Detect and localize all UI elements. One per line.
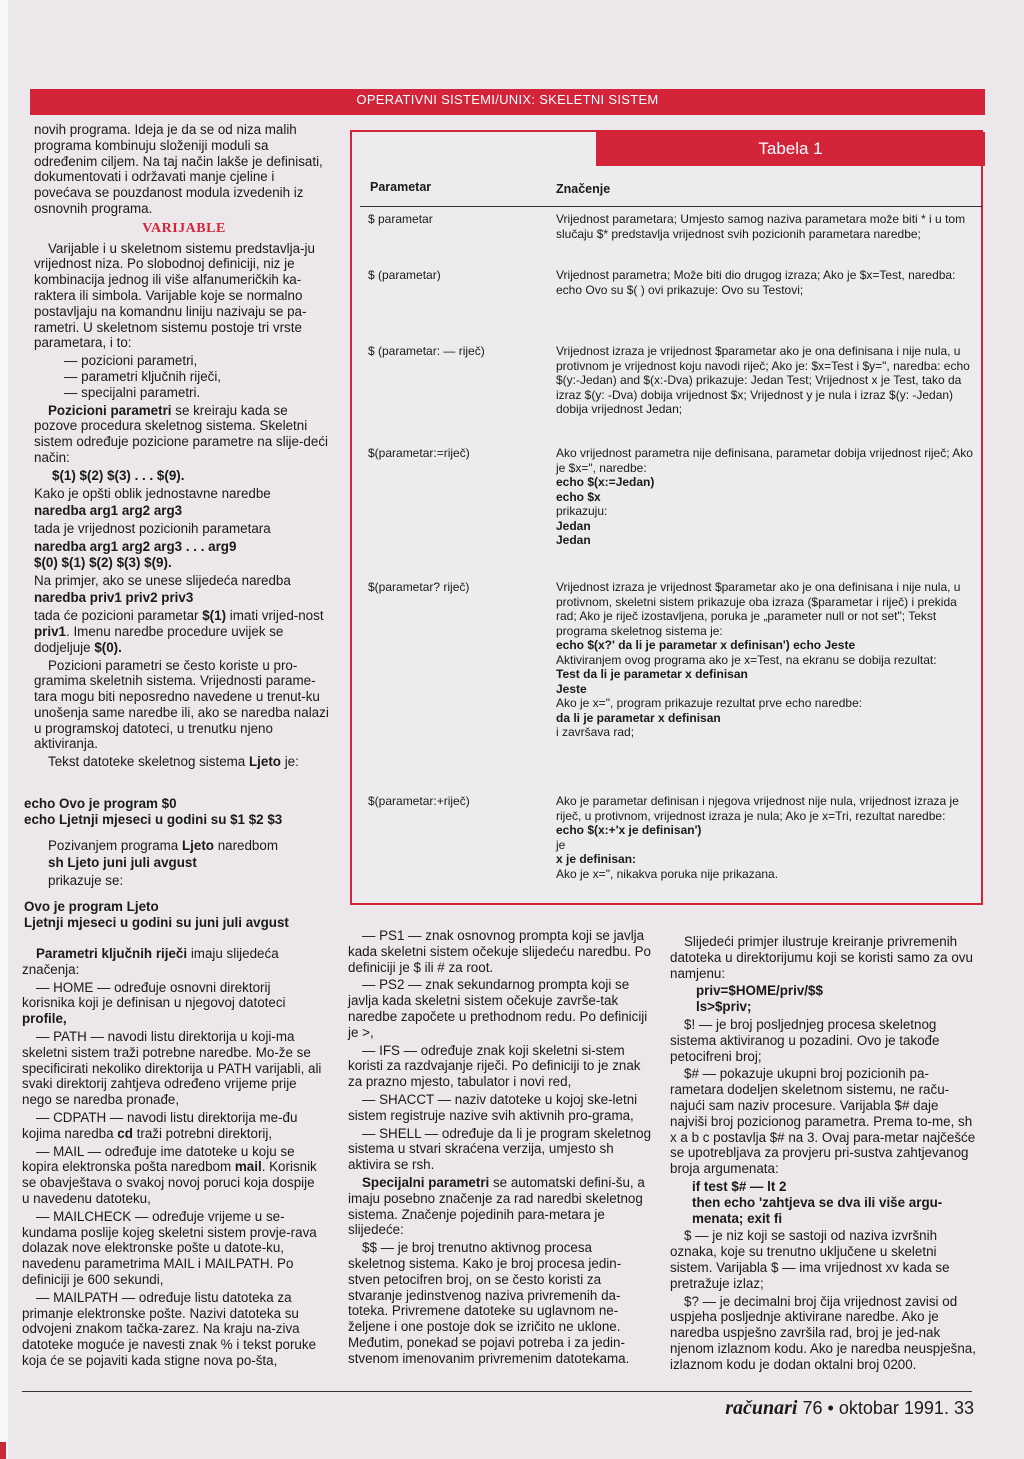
row-param: $(parametar? riječ): [368, 580, 470, 594]
footer-rule: [22, 1391, 972, 1392]
table-1-box: [350, 130, 983, 905]
table-title: Tabela 1: [596, 132, 985, 166]
code-line: Ovo je program Ljeto: [24, 898, 159, 914]
code-line: Ljetnji mjeseci u godini su juni juli avgust: [24, 914, 289, 930]
column-header-parameter: Parametar: [370, 180, 432, 194]
paragraph: — SHELL — određuje da li je program skeletnog sistema u stvari skraćena verzija, umjesto sh aktivira se rsh.: [348, 1125, 652, 1173]
paragraph: — CDPATH — navodi listu direktorija me-đu kojima naredba cd traži potrebni direktorij,: [22, 1109, 298, 1141]
row-param: $ (parametar): [368, 268, 441, 282]
paragraph: Parametri ključnih riječi imaju slijedeća značenja:: [22, 946, 279, 977]
code-line: echo Ljetnji mjeseci u godini su $1 $2 $3: [24, 811, 283, 827]
param-types-list: [64, 353, 334, 400]
code-line: $(0) $(1) $(2) $(3) $(9).: [34, 554, 172, 570]
list-item: — parametri ključnih riječi,: [64, 369, 334, 385]
subheading: VARIJABLE: [142, 220, 226, 236]
code-line: ls>$priv;: [696, 999, 752, 1015]
code-line: if test $# — lt 2: [692, 1178, 787, 1194]
paragraph: $# — pokazuje ukupni broj pozicionih pa-rametara dodeljen skeletnom sistemu, ne raču-najući sam naziv procesure. Varijabla $# daje najviši broj pozicionog parametra. Prema to-me, sh x a b c postavlja $# na 3. Ovaj para-metar najčešće se upotrebljava za provjeru pri-sustva zahtjevanog broja argumenata:: [670, 1066, 976, 1177]
paragraph: Na primjer, ako se unese slijedeća naredba: [34, 572, 291, 588]
page-number: 33: [953, 1398, 974, 1418]
paragraph: — MAILPATH — određuje listu datoteka za primanje elektronske pošte. Nazivi datoteka su odvojeni znakom tačka-zarez. Na kraju na-ziva datoteke moguće je navesti znak % i tekst poruke koja će se pojaviti kada stigne nova po-šta,: [22, 1289, 317, 1368]
paragraph: tada će pozicioni parametar $(1) imati vrijed-nost priv1. Imenu naredbe procedure uvijek se dodjeljuje $(0).: [34, 608, 324, 655]
paragraph: Kako je opšti oblik jednostavne naredbe: [34, 485, 271, 501]
row-desc: Ako je parametar definisan i njegova vrijednost nije nula, vrijednost izraza je riječ, u protivnom, vrijednost izraza je nula; Ako je x=Tri, rezultat naredbe: echo $(x:+'x je definisan') je x je definisan: Ako je x=", nikakva poruka nije prikazana.: [556, 794, 959, 881]
right-column: [670, 934, 976, 1375]
paragraph: Varijable i u skeletnom sistemu predstavlja-ju vrijednost niza. Po slobodnoj definiciji, niz je kombinacija jednog ili više alfanumeričkih ka-raktera ili simbola. Varijable koje se normalno postavljaju na komandnu liniju nazivaju se pa-rametri. U skeletnom sistemu postoje tri vrste parametara, i to:: [34, 240, 315, 351]
paragraph: Specijalni parametri se automatski defini-šu, a imaju posebno značenje za rad naredbi skeletnog sistema. Značenje pojedinih para-metara je slijedeće:: [348, 1174, 645, 1238]
paragraph: Pozicioni parametri se kreiraju kada se pozove procedura skeletnog sistema. Skeletni sistem određuje pozicione parametre na slije-deći način:: [34, 402, 328, 465]
paragraph: tada je vrijednost pozicionih parametara: [34, 521, 271, 537]
paragraph: — MAILCHECK — određuje vrijeme u se-kundama poslije kojeg skeletni sistem provje-rava dolazak nove elektronske pošte u datote-ku, navedenu parametrima MAIL i MAILPATH. Po definiciji je 600 sekundi,: [22, 1208, 317, 1287]
paragraph: Slijedeći primjer ilustruje kreiranje privremenih datoteka u direktorijumu koji se koristi samo za ovu namjenu:: [670, 934, 973, 981]
row-desc: Vrijednost parametara; Umjesto samog naziva parametara može biti * i u tom slučaju $* predstavlja vrijednost svih pozicionih parametara naredbe;: [556, 212, 966, 241]
left-code-block: [24, 796, 354, 933]
row-desc: Vrijednost izraza je vrijednost $parametar ako je ona definisana i nije nula, u protivnom je vrijednost koju navodi riječ; Ako je: $x=Test i $y=", naredba: echo $(y:-Jedan) and $(x:-Dva) prikazuje: Jedan Test; Vrijednost x je Test, tako da izraz $(y: -Dva) dobija vrijednost $x; Vrijednost y je nula i izraz $(y: -Jedan) dobija vrijednost Jedan;: [556, 344, 970, 416]
paragraph: Pozivanjem programa Ljeto naredbom: [48, 837, 278, 853]
code-line: echo Ovo je program $0: [24, 796, 177, 811]
code-line: $(1) $(2) $(3) . . . $(9).: [52, 467, 185, 483]
issue-number: 76: [802, 1398, 823, 1418]
row-param: $ parametar: [368, 212, 433, 226]
section-header: [30, 89, 985, 115]
left-column-lower: [22, 946, 324, 1371]
row-desc: Vrijednost izraza je vrijednost $parametar ako je ona definisana i nije nula, u protivnom, skeletni sistem prikazuje oba izraza ($parametar i riječ) i prekida rad; Ako je riječ izostavljena, poruka je „parameter null or not set"; Tekst programa skeletnog sistema je: echo $(x?' da li je parametar x definisan') echo Jeste Aktiviranjem ovog programa ako je x=Test, na ekranu se dobija rezultat: Test da li je parametar x definisan Jeste Ako je x=", program prikazuje rezultat prve echo naredbe: da li je parametar x definisan i završava rad;: [556, 580, 961, 739]
paragraph: — SHACCT — naziv datoteke u kojoj ske-letni sistem registruje nazive svih aktivnih pro-grama,: [348, 1091, 638, 1123]
list-item: — specijalni parametri.: [64, 385, 334, 401]
issue-date: oktobar 1991.: [838, 1398, 949, 1418]
code-line: naredba priv1 priv2 priv3: [34, 590, 194, 606]
paragraph: — PS2 — znak sekundarnog prompta koji se javlja kada skeletni sistem očekuje završe-tak naredbe započete u prethodnom redu. Po definiciji je >,: [348, 977, 648, 1040]
bullet: •: [827, 1398, 834, 1418]
footer: [725, 1397, 974, 1420]
page-corner-mark: [0, 1442, 6, 1459]
paragraph: — HOME — određuje osnovni direktorij korisnika koji je definisan u njegovoj datoteci profile,: [22, 979, 286, 1027]
row-param: $(parametar:+riječ): [368, 794, 470, 808]
paragraph: — MAIL — određuje ime datoteke u koju se kopira elektronska pošta naredbom mail. Korisnik se obavještava o svakoj novoj poruci koja dospije u navedenu datoteku,: [22, 1143, 317, 1206]
header-rule: [360, 206, 982, 207]
list-item: — pozicioni parametri,: [64, 353, 334, 369]
code-line: then echo 'zahtjeva se dva ili više argu-menata; exit fi: [692, 1194, 943, 1226]
code-line: priv=$HOME/priv/$$: [696, 983, 823, 999]
paragraph: — IFS — određuje znak koji skeletni si-stem koristi za razdvajanje riječi. Po definiciji to je znak za prazno mjesto, tabulator i novi red,: [348, 1042, 641, 1090]
row-desc: Ako vrijednost parametra nije definisana, parametar dobija vrijednost riječ; Ako je $x=", naredbe: echo $(x:=Jedan) echo $x prikazuju: Jedan Jedan: [556, 446, 973, 547]
code-line: sh Ljeto juni juli avgust: [48, 855, 197, 871]
magazine-logo: računari: [725, 1397, 798, 1419]
paragraph: $ — je niz koji se sastoji od naziva izvršnih oznaka, koje su trenutno uključene u skeletni sistem. Varijabla $ — ima vrijednost xv kada se pretražuje izlaz;: [670, 1228, 950, 1291]
paragraph: novih programa. Ideja je da se od niza malih programa kombinuju složeniji moduli sa određenim ciljem. Na taj način lakše je definisati, dokumentovati i održavati manje cjeline i povećava se pouzdanost modula izvedenih iz osnovnih programa.: [34, 122, 323, 216]
paragraph: Pozicioni parametri se često koriste u pro-gramima skeletnih sistema. Vrijednosti parame-tara mogu biti neposredno navedene u trenut-ku unošenja same naredbe ili, ako se naredba nalazi u programskoj datoteci, u trenutku njeno aktiviranja.: [34, 657, 329, 752]
paragraph: Tekst datoteke skeletnog sistema Ljeto je:: [48, 754, 299, 770]
code-line: naredba arg1 arg2 arg3 . . . arg9: [34, 538, 237, 554]
page-edge: [0, 0, 8, 1459]
paragraph: — PATH — navodi listu direktorija u koji-ma skeletni sistem traži potrebne naredbe. Mo-že se specificirati nekoliko direktorija u PATH varijabli, ali svaki direktorij zahtjeva određeno vrijeme prije nego se naredba pronađe,: [22, 1028, 322, 1108]
row-param: $(parametar:=riječ): [368, 446, 470, 460]
code-line: naredba arg1 arg2 arg3: [34, 503, 183, 519]
middle-column: [348, 928, 652, 1369]
paragraph: $? — je decimalni broj čija vrijednost zavisi od uspjeha posljednje aktivirane naredbe. Ako je naredba uspješno završila rad, broj je jed-nak njenom izlaznom kodu. Ako je naredba neuspješna, izlaznom kodu je dodan oktalni broj 0200.: [670, 1293, 976, 1372]
paragraph: $! — je broj posljednjeg procesa skeletnog sistema aktiviranog u pozadini. Ovo je takođe petocifreni broj;: [670, 1016, 940, 1064]
paragraph: prikazuje se:: [48, 873, 124, 889]
paragraph: — PS1 — znak osnovnog prompta koji se javlja kada skeletni sistem očekuje slijedeću naredbu. Po definiciji je $ ili # za root.: [348, 928, 651, 975]
row-desc: Vrijednost parametra; Može biti dio drugog izraza; Ako je $x=Test, naredba: echo Ovo su $( ) ovi prikazuje: Ovo su Testovi;: [556, 268, 956, 297]
left-column: [34, 122, 334, 772]
column-header-meaning: Značenje: [556, 182, 611, 196]
section-title: OPERATIVNI SISTEMI/UNIX: SKELETNI SISTEM: [356, 92, 659, 107]
row-param: $ (parametar: — riječ): [368, 344, 485, 358]
paragraph: $$ — je broj trenutno aktivnog procesa skeletnog sistema. Kako je broj procesa jedin-stven petocifren broj, on se često koristi za stvaranje jedinstvenog naziva privremenih da-toteka. Privremene datoteke su uglavnom ne-željene i one postoje dok se izričito ne uklone. Međutim, ponekad se pojavi potreba i za jedin-stvenom imenovanim privremenim datotekama.: [348, 1240, 630, 1366]
